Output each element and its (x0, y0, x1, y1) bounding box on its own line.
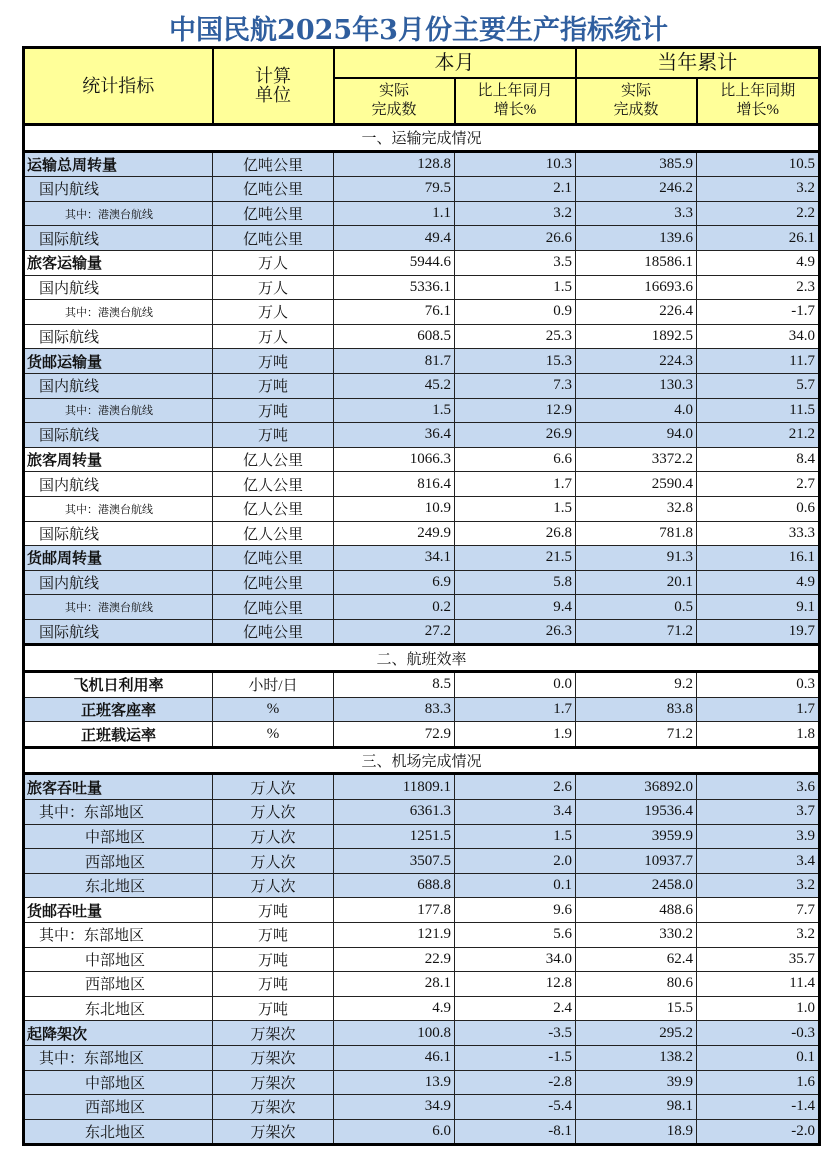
ytd-growth-cell: 2.3 (697, 275, 820, 300)
table-row (24, 226, 820, 251)
table-row (24, 619, 820, 645)
ytd-actual-cell: 3372.2 (576, 447, 697, 472)
month-actual-cell: 72.9 (334, 722, 455, 748)
header-month-growth-line2: 增长% (493, 102, 537, 118)
ytd-growth-cell: -1.4 (697, 1095, 820, 1120)
month-actual-cell: 5336.1 (334, 275, 455, 300)
section-row (24, 747, 820, 774)
header-ytd-growth (697, 78, 820, 125)
month-growth-cell: 12.9 (455, 398, 576, 423)
table-row (24, 447, 820, 472)
ytd-growth-cell: 3.7 (697, 800, 820, 825)
ytd-growth-cell: 3.4 (697, 849, 820, 874)
indicator-cell: 正班客座率 (24, 697, 213, 722)
ytd-actual-cell: 139.6 (576, 226, 697, 251)
table-row (24, 373, 820, 398)
ytd-growth-cell: 9.1 (697, 595, 820, 620)
table-row (24, 496, 820, 521)
month-growth-cell: 2.0 (455, 849, 576, 874)
ytd-growth-cell: 26.1 (697, 226, 820, 251)
unit-cell: 万吨 (213, 947, 334, 972)
unit-cell: 万吨 (213, 972, 334, 997)
ytd-actual-cell: 295.2 (576, 1021, 697, 1046)
ytd-actual-cell: 32.8 (576, 496, 697, 521)
header-unit (213, 48, 334, 125)
ytd-growth-cell: 19.7 (697, 619, 820, 645)
indicator-cell: 飞机日利用率 (24, 672, 213, 698)
header-month-actual-line1: 实际 (378, 83, 409, 99)
month-growth-cell: 0.0 (455, 672, 576, 698)
unit-cell: 亿吨公里 (213, 177, 334, 202)
unit-cell: 亿吨公里 (213, 151, 334, 177)
header-month-growth (455, 78, 576, 125)
month-growth-cell: 3.5 (455, 250, 576, 275)
ytd-actual-cell: 98.1 (576, 1095, 697, 1120)
unit-cell: 万吨 (213, 423, 334, 448)
indicator-cell: 国际航线 (24, 324, 213, 349)
table-row (24, 697, 820, 722)
month-actual-cell: 36.4 (334, 423, 455, 448)
section-title: 三、机场完成情况 (24, 747, 820, 774)
month-actual-cell: 177.8 (334, 898, 455, 923)
header-row-1 (24, 48, 820, 79)
ytd-actual-cell: 3959.9 (576, 824, 697, 849)
month-growth-cell: 1.5 (455, 824, 576, 849)
table-row (24, 1095, 820, 1120)
indicator-cell: 其中：港澳台航线 (24, 496, 213, 521)
ytd-growth-cell: -1.7 (697, 300, 820, 325)
indicator-cell: 国际航线 (24, 619, 213, 645)
month-growth-cell: 1.7 (455, 472, 576, 497)
month-actual-cell: 1.5 (334, 398, 455, 423)
section-title: 二、航班效率 (24, 645, 820, 672)
header-ytd-growth-line1: 比上年同期 (720, 83, 796, 99)
indicator-cell: 西部地区 (24, 972, 213, 997)
indicator-cell: 其中：港澳台航线 (24, 201, 213, 226)
section-row (24, 125, 820, 152)
month-actual-cell: 128.8 (334, 151, 455, 177)
indicator-cell: 其中：港澳台航线 (24, 595, 213, 620)
indicator-cell: 国际航线 (24, 521, 213, 546)
ytd-growth-cell: 1.6 (697, 1070, 820, 1095)
month-growth-cell: 7.3 (455, 373, 576, 398)
month-actual-cell: 10.9 (334, 496, 455, 521)
month-actual-cell: 816.4 (334, 472, 455, 497)
month-actual-cell: 83.3 (334, 697, 455, 722)
month-growth-cell: 12.8 (455, 972, 576, 997)
indicator-cell: 国际航线 (24, 423, 213, 448)
unit-cell: 亿吨公里 (213, 619, 334, 645)
ytd-actual-cell: 20.1 (576, 570, 697, 595)
month-growth-cell: 5.6 (455, 923, 576, 948)
table-row (24, 250, 820, 275)
month-growth-cell: 26.6 (455, 226, 576, 251)
month-growth-cell: 1.7 (455, 697, 576, 722)
indicator-cell: 国内航线 (24, 570, 213, 595)
month-growth-cell: 3.4 (455, 800, 576, 825)
indicator-cell: 国内航线 (24, 373, 213, 398)
unit-cell: 万人 (213, 275, 334, 300)
unit-cell: 万人次 (213, 774, 334, 800)
unit-cell: 亿人公里 (213, 496, 334, 521)
ytd-actual-cell: 16693.6 (576, 275, 697, 300)
unit-cell: 亿吨公里 (213, 201, 334, 226)
indicator-cell: 东北地区 (24, 873, 213, 898)
table-row (24, 1119, 820, 1145)
month-actual-cell: 34.1 (334, 546, 455, 571)
ytd-growth-cell: 0.6 (697, 496, 820, 521)
ytd-actual-cell: 19536.4 (576, 800, 697, 825)
header-month-actual-line2: 完成数 (371, 102, 417, 118)
table-row (24, 672, 820, 698)
ytd-actual-cell: 9.2 (576, 672, 697, 698)
table-row (24, 300, 820, 325)
table-row (24, 349, 820, 374)
table-row (24, 472, 820, 497)
ytd-actual-cell: 39.9 (576, 1070, 697, 1095)
month-actual-cell: 688.8 (334, 873, 455, 898)
indicator-cell: 其中：东部地区 (24, 923, 213, 948)
ytd-growth-cell: 11.5 (697, 398, 820, 423)
unit-cell: 万人 (213, 250, 334, 275)
month-actual-cell: 11809.1 (334, 774, 455, 800)
table-row (24, 1021, 820, 1046)
month-growth-cell: 9.4 (455, 595, 576, 620)
unit-cell: 亿吨公里 (213, 595, 334, 620)
ytd-actual-cell: 2590.4 (576, 472, 697, 497)
month-actual-cell: 5944.6 (334, 250, 455, 275)
month-growth-cell: 21.5 (455, 546, 576, 571)
ytd-actual-cell: 138.2 (576, 1045, 697, 1070)
indicator-cell: 东北地区 (24, 1119, 213, 1145)
month-actual-cell: 81.7 (334, 349, 455, 374)
table-row (24, 201, 820, 226)
ytd-actual-cell: 80.6 (576, 972, 697, 997)
header-unit-line2: 单位 (255, 85, 291, 105)
unit-cell: 万人 (213, 300, 334, 325)
ytd-actual-cell: 0.5 (576, 595, 697, 620)
unit-cell: 万吨 (213, 898, 334, 923)
ytd-growth-cell: 11.7 (697, 349, 820, 374)
unit-cell: 万架次 (213, 1095, 334, 1120)
table-row (24, 595, 820, 620)
unit-cell: 万人次 (213, 873, 334, 898)
table-row (24, 972, 820, 997)
ytd-actual-cell: 18.9 (576, 1119, 697, 1145)
month-actual-cell: 1.1 (334, 201, 455, 226)
month-actual-cell: 8.5 (334, 672, 455, 698)
ytd-actual-cell: 71.2 (576, 722, 697, 748)
indicator-cell: 国内航线 (24, 177, 213, 202)
ytd-growth-cell: 16.1 (697, 546, 820, 571)
ytd-growth-cell: 10.5 (697, 151, 820, 177)
table-row (24, 947, 820, 972)
month-actual-cell: 76.1 (334, 300, 455, 325)
month-actual-cell: 0.2 (334, 595, 455, 620)
ytd-actual-cell: 781.8 (576, 521, 697, 546)
unit-cell: 万吨 (213, 349, 334, 374)
section-row (24, 645, 820, 672)
month-growth-cell: -1.5 (455, 1045, 576, 1070)
month-growth-cell: 34.0 (455, 947, 576, 972)
indicator-cell: 货邮周转量 (24, 546, 213, 571)
month-growth-cell: -3.5 (455, 1021, 576, 1046)
indicator-cell: 其中：东部地区 (24, 1045, 213, 1070)
ytd-actual-cell: 385.9 (576, 151, 697, 177)
header-ytd-actual-line2: 完成数 (613, 102, 659, 118)
table-row (24, 996, 820, 1021)
indicator-cell: 中部地区 (24, 824, 213, 849)
month-actual-cell: 249.9 (334, 521, 455, 546)
month-actual-cell: 22.9 (334, 947, 455, 972)
unit-cell: 亿人公里 (213, 447, 334, 472)
indicator-cell: 正班载运率 (24, 722, 213, 748)
ytd-actual-cell: 224.3 (576, 349, 697, 374)
month-growth-cell: 26.8 (455, 521, 576, 546)
ytd-actual-cell: 130.3 (576, 373, 697, 398)
ytd-growth-cell: 34.0 (697, 324, 820, 349)
month-actual-cell: 49.4 (334, 226, 455, 251)
header-ytd-group: 当年累计 (576, 48, 820, 79)
table-row (24, 570, 820, 595)
table-row (24, 546, 820, 571)
ytd-actual-cell: 18586.1 (576, 250, 697, 275)
table-row (24, 898, 820, 923)
month-actual-cell: 27.2 (334, 619, 455, 645)
ytd-actual-cell: 91.3 (576, 546, 697, 571)
header-month-group: 本月 (334, 48, 576, 79)
month-actual-cell: 6361.3 (334, 800, 455, 825)
indicator-cell: 运输总周转量 (24, 151, 213, 177)
month-actual-cell: 45.2 (334, 373, 455, 398)
ytd-actual-cell: 488.6 (576, 898, 697, 923)
month-actual-cell: 4.9 (334, 996, 455, 1021)
unit-cell: 万架次 (213, 1045, 334, 1070)
table-row (24, 774, 820, 800)
table-row (24, 1070, 820, 1095)
ytd-growth-cell: 0.1 (697, 1045, 820, 1070)
month-growth-cell: 5.8 (455, 570, 576, 595)
ytd-growth-cell: 2.7 (697, 472, 820, 497)
header-month-actual (334, 78, 455, 125)
ytd-actual-cell: 3.3 (576, 201, 697, 226)
indicator-cell: 其中：港澳台航线 (24, 300, 213, 325)
indicator-cell: 东北地区 (24, 996, 213, 1021)
table-row (24, 275, 820, 300)
ytd-growth-cell: 3.9 (697, 824, 820, 849)
month-growth-cell: 1.5 (455, 496, 576, 521)
ytd-growth-cell: 3.2 (697, 873, 820, 898)
ytd-growth-cell: 5.7 (697, 373, 820, 398)
month-growth-cell: 0.9 (455, 300, 576, 325)
month-actual-cell: 79.5 (334, 177, 455, 202)
unit-cell: 小时/日 (213, 672, 334, 698)
header-ytd-actual-line1: 实际 (620, 83, 651, 99)
ytd-actual-cell: 62.4 (576, 947, 697, 972)
month-growth-cell: 26.9 (455, 423, 576, 448)
header-month-growth-line1: 比上年同月 (477, 83, 553, 99)
indicator-cell: 货邮运输量 (24, 349, 213, 374)
indicator-cell: 中部地区 (24, 947, 213, 972)
month-actual-cell: 1066.3 (334, 447, 455, 472)
header-ytd-growth-line2: 增长% (736, 102, 779, 118)
month-actual-cell: 3507.5 (334, 849, 455, 874)
month-actual-cell: 6.9 (334, 570, 455, 595)
header-unit-line1: 计算 (255, 66, 291, 86)
ytd-actual-cell: 10937.7 (576, 849, 697, 874)
table-row (24, 1045, 820, 1070)
table-row (24, 722, 820, 748)
indicator-cell: 其中：东部地区 (24, 800, 213, 825)
section-title: 一、运输完成情况 (24, 125, 820, 152)
month-actual-cell: 46.1 (334, 1045, 455, 1070)
month-growth-cell: 1.5 (455, 275, 576, 300)
indicator-cell: 旅客吞吐量 (24, 774, 213, 800)
table-row (24, 800, 820, 825)
ytd-actual-cell: 94.0 (576, 423, 697, 448)
month-actual-cell: 13.9 (334, 1070, 455, 1095)
unit-cell: 万架次 (213, 1070, 334, 1095)
unit-cell: 万人次 (213, 800, 334, 825)
month-actual-cell: 34.9 (334, 1095, 455, 1120)
unit-cell: 万架次 (213, 1119, 334, 1145)
month-growth-cell: -2.8 (455, 1070, 576, 1095)
unit-cell: 亿人公里 (213, 472, 334, 497)
statistics-table (22, 46, 821, 1146)
table-row (24, 824, 820, 849)
header-ytd-actual (576, 78, 697, 125)
indicator-cell: 国际航线 (24, 226, 213, 251)
month-growth-cell: 2.6 (455, 774, 576, 800)
month-growth-cell: 2.1 (455, 177, 576, 202)
ytd-actual-cell: 1892.5 (576, 324, 697, 349)
table-row (24, 177, 820, 202)
month-growth-cell: 25.3 (455, 324, 576, 349)
ytd-growth-cell: 3.2 (697, 923, 820, 948)
unit-cell: 万吨 (213, 996, 334, 1021)
unit-cell: 亿吨公里 (213, 570, 334, 595)
unit-cell: 万人次 (213, 824, 334, 849)
table-row (24, 521, 820, 546)
month-actual-cell: 121.9 (334, 923, 455, 948)
unit-cell: 万人次 (213, 849, 334, 874)
ytd-growth-cell: 33.3 (697, 521, 820, 546)
month-growth-cell: 9.6 (455, 898, 576, 923)
month-actual-cell: 1251.5 (334, 824, 455, 849)
unit-cell: 万吨 (213, 398, 334, 423)
indicator-cell: 旅客周转量 (24, 447, 213, 472)
indicator-cell: 旅客运输量 (24, 250, 213, 275)
ytd-growth-cell: -2.0 (697, 1119, 820, 1145)
unit-cell: 亿吨公里 (213, 226, 334, 251)
ytd-actual-cell: 2458.0 (576, 873, 697, 898)
table-row (24, 849, 820, 874)
month-growth-cell: -8.1 (455, 1119, 576, 1145)
ytd-growth-cell: 7.7 (697, 898, 820, 923)
month-growth-cell: 0.1 (455, 873, 576, 898)
header-indicator: 统计指标 (24, 48, 213, 125)
month-actual-cell: 608.5 (334, 324, 455, 349)
month-growth-cell: 15.3 (455, 349, 576, 374)
ytd-actual-cell: 246.2 (576, 177, 697, 202)
ytd-actual-cell: 330.2 (576, 923, 697, 948)
ytd-actual-cell: 15.5 (576, 996, 697, 1021)
ytd-growth-cell: 4.9 (697, 570, 820, 595)
month-growth-cell: 10.3 (455, 151, 576, 177)
table-row (24, 873, 820, 898)
month-growth-cell: 2.4 (455, 996, 576, 1021)
ytd-growth-cell: 8.4 (697, 447, 820, 472)
ytd-growth-cell: 1.8 (697, 722, 820, 748)
month-growth-cell: 1.9 (455, 722, 576, 748)
table-row (24, 324, 820, 349)
unit-cell: % (213, 697, 334, 722)
ytd-growth-cell: 21.2 (697, 423, 820, 448)
ytd-growth-cell: 35.7 (697, 947, 820, 972)
month-growth-cell: 6.6 (455, 447, 576, 472)
month-growth-cell: 3.2 (455, 201, 576, 226)
ytd-actual-cell: 226.4 (576, 300, 697, 325)
month-actual-cell: 6.0 (334, 1119, 455, 1145)
unit-cell: 亿人公里 (213, 521, 334, 546)
unit-cell: 万吨 (213, 923, 334, 948)
unit-cell: 亿吨公里 (213, 546, 334, 571)
indicator-cell: 起降架次 (24, 1021, 213, 1046)
page-title: 中国民航2025年3月份主要生产指标统计 (169, 15, 668, 46)
indicator-cell: 其中：港澳台航线 (24, 398, 213, 423)
ytd-growth-cell: 11.4 (697, 972, 820, 997)
ytd-growth-cell: 3.6 (697, 774, 820, 800)
indicator-cell: 国内航线 (24, 275, 213, 300)
month-actual-cell: 100.8 (334, 1021, 455, 1046)
indicator-cell: 中部地区 (24, 1070, 213, 1095)
indicator-cell: 西部地区 (24, 1095, 213, 1120)
table-row (24, 151, 820, 177)
month-growth-cell: -5.4 (455, 1095, 576, 1120)
unit-cell: 万架次 (213, 1021, 334, 1046)
ytd-growth-cell: 2.2 (697, 201, 820, 226)
unit-cell: % (213, 722, 334, 748)
table-row (24, 398, 820, 423)
ytd-actual-cell: 71.2 (576, 619, 697, 645)
indicator-cell: 货邮吞吐量 (24, 898, 213, 923)
unit-cell: 万人 (213, 324, 334, 349)
ytd-growth-cell: 1.7 (697, 697, 820, 722)
ytd-growth-cell: 3.2 (697, 177, 820, 202)
month-growth-cell: 26.3 (455, 619, 576, 645)
ytd-actual-cell: 36892.0 (576, 774, 697, 800)
unit-cell: 万吨 (213, 373, 334, 398)
ytd-growth-cell: 4.9 (697, 250, 820, 275)
table-row (24, 423, 820, 448)
table-row (24, 923, 820, 948)
indicator-cell: 国内航线 (24, 472, 213, 497)
ytd-growth-cell: -0.3 (697, 1021, 820, 1046)
ytd-growth-cell: 0.3 (697, 672, 820, 698)
ytd-actual-cell: 4.0 (576, 398, 697, 423)
ytd-growth-cell: 1.0 (697, 996, 820, 1021)
ytd-actual-cell: 83.8 (576, 697, 697, 722)
indicator-cell: 西部地区 (24, 849, 213, 874)
month-actual-cell: 28.1 (334, 972, 455, 997)
